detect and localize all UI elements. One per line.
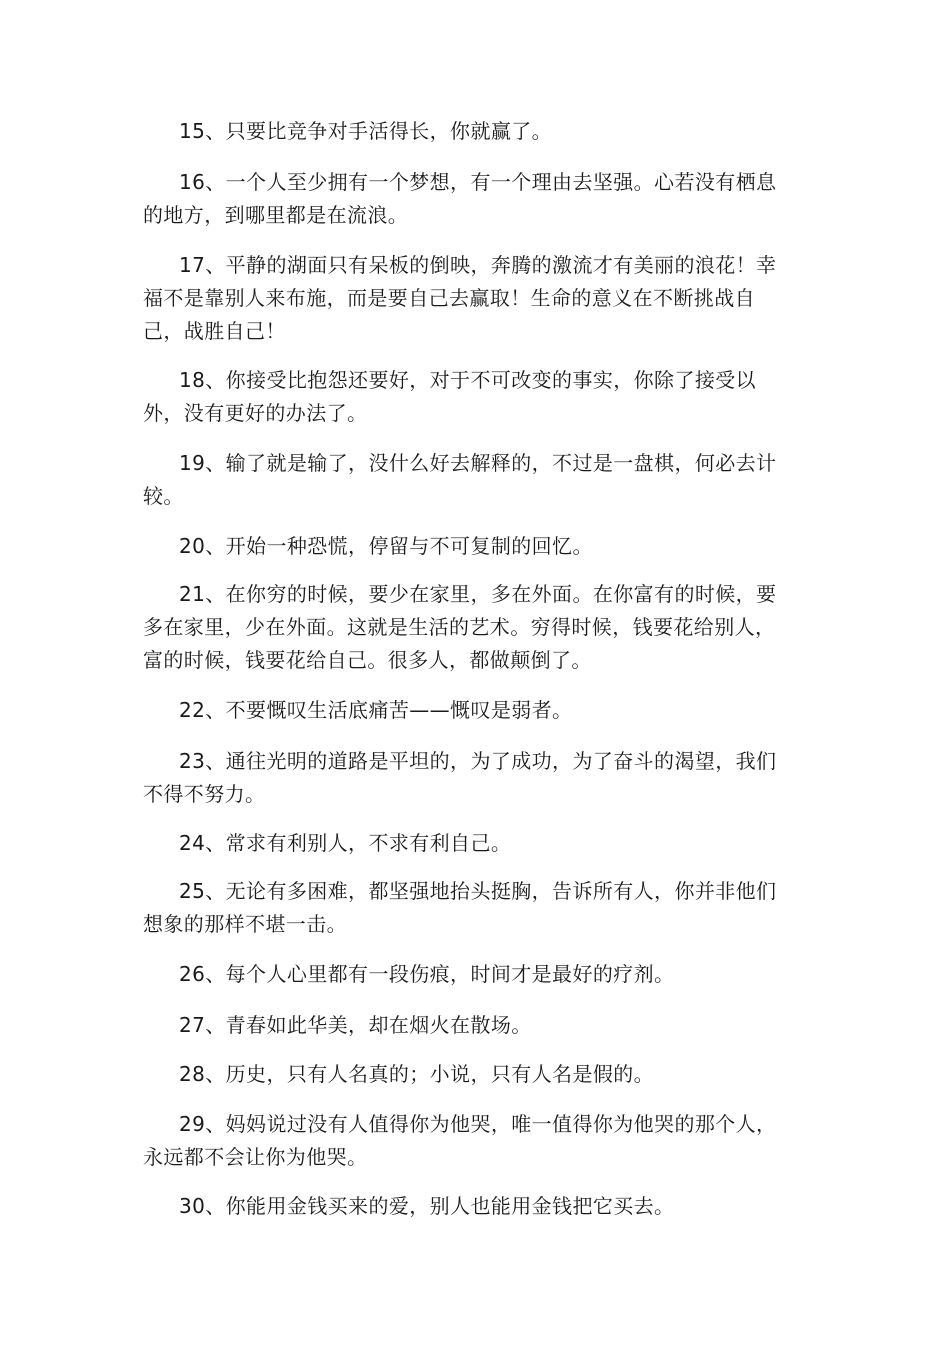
quote-28: 28、历史，只有人名真的；小说，只有人名是假的。 xyxy=(179,1062,655,1086)
quote-20: 20、开始一种恐慌，停留与不可复制的回忆。 xyxy=(179,534,593,558)
quote-27: 27、青春如此华美，却在烟火在散场。 xyxy=(179,1013,532,1037)
quote-29: 29、妈妈说过没有人值得你为他哭，唯一值得你为他哭的那个人，永远都不会让你为他哭。 xyxy=(143,1112,777,1169)
quote-18: 18、你接受比抱怨还要好，对于不可改变的事实，你除了接受以外，没有更好的办法了。 xyxy=(143,368,757,425)
quote-21: 21、在你穷的时候，要少在家里，多在外面。在你富有的时候，要多在家里，少在外面。这就是生活的艺术。穷得时候，钱要花给别人，富的时候，钱要花给自己。很多人，都做颠倒了。 xyxy=(143,582,777,672)
quote-19: 19、输了就是输了，没什么好去解释的，不过是一盘棋，何必去计较。 xyxy=(143,451,777,508)
quote-24: 24、常求有利别人，不求有利自己。 xyxy=(179,831,512,855)
quote-22: 22、不要慨叹生活底痛苦——慨叹是弱者。 xyxy=(179,698,573,722)
quote-25: 25、无论有多困难，都坚强地抬头挺胸，告诉所有人，你并非他们想象的那样不堪一击。 xyxy=(143,879,777,936)
quote-15: 15、只要比竞争对手活得长，你就赢了。 xyxy=(179,119,553,143)
quote-26: 26、每个人心里都有一段伤痕，时间才是最好的疗剂。 xyxy=(179,962,675,986)
quote-17: 17、平静的湖面只有呆板的倒映，奔腾的激流才有美丽的浪花！幸福不是靠别人来布施，而是要自己去赢取！生命的意义在不断挑战自己，战胜自己！ xyxy=(143,253,777,343)
quote-30: 30、你能用金钱买来的爱，别人也能用金钱把它买去。 xyxy=(179,1194,675,1218)
quote-16: 16、一个人至少拥有一个梦想，有一个理由去坚强。心若没有栖息的地方，到哪里都是在流浪。 xyxy=(143,170,777,227)
quote-23: 23、通往光明的道路是平坦的，为了成功，为了奋斗的渴望，我们不得不努力。 xyxy=(143,749,777,806)
